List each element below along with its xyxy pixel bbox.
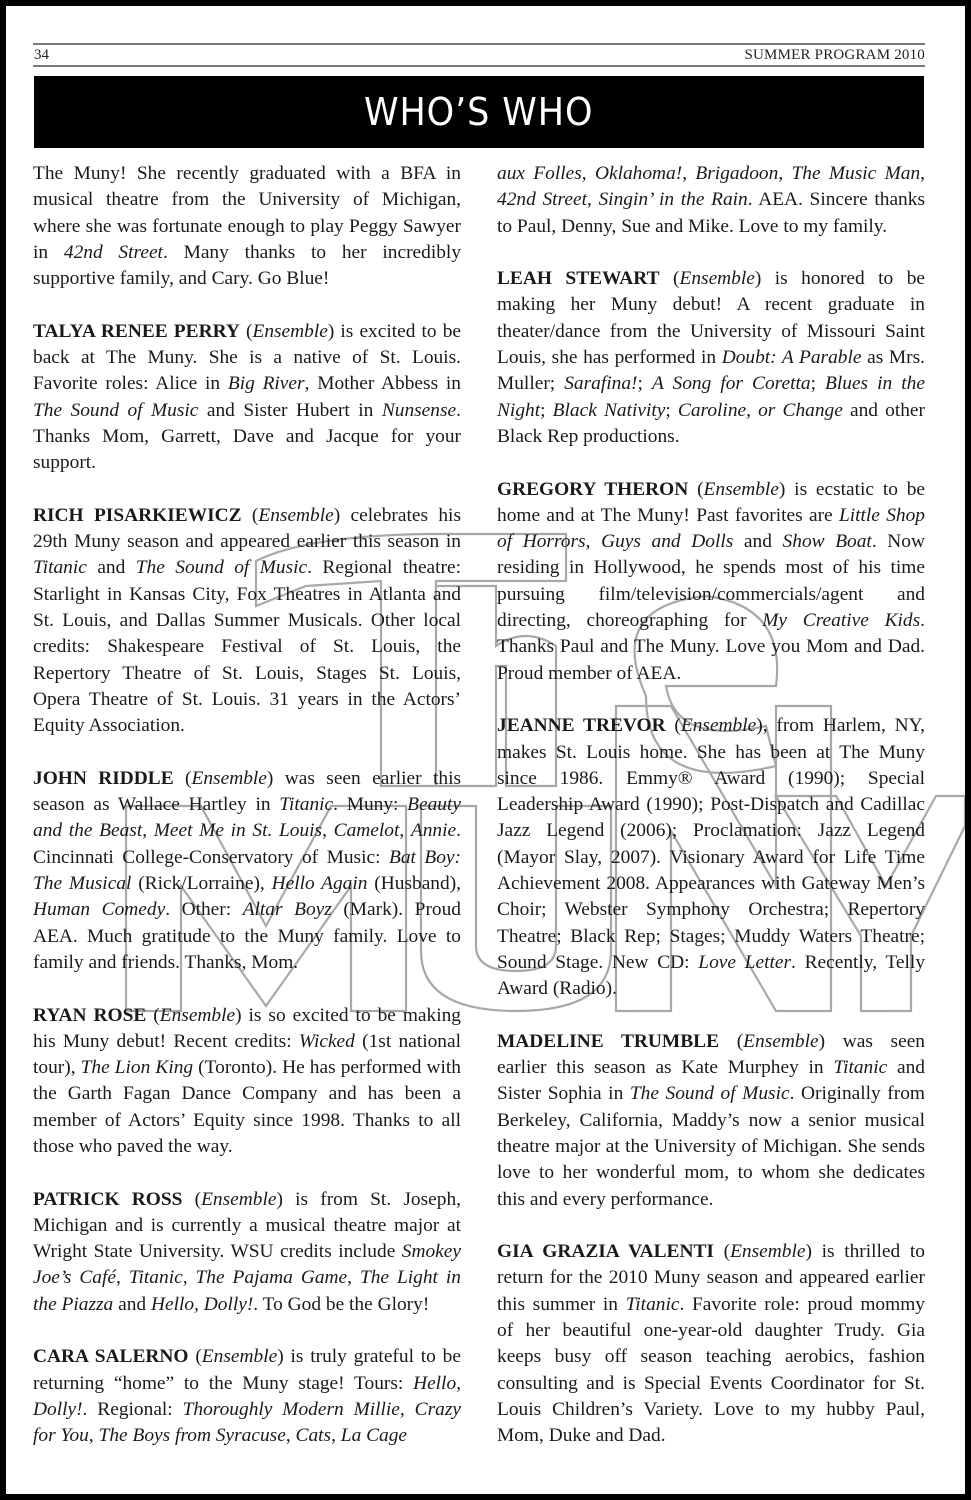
program-page (6, 6, 965, 1494)
bio-text: , (920, 163, 926, 184)
bio-text: celebrates his 29th Muny season and appeared earlier this season in (33, 504, 461, 553)
bio-text: . Regional: (82, 1398, 183, 1420)
italic-title: Crazy for You (33, 1398, 461, 1447)
bio-text: (Toronto). He has performed with the Garth Fagan Dance Company and has been a member of Actors’ Equity since 1998. Thanks to all those who paved the way. (33, 1057, 461, 1157)
left-column (33, 161, 461, 1476)
performer-name: LEAH STEWART (497, 268, 660, 290)
bio-columns (33, 161, 925, 1476)
bio-entry: RICH PISARKIEWICZ (Ensemble) celebrates his 29th Muny season and appeared earlier this season in Titanic and The Sound of Music. Regional theatre: Starlight in Kansas City, Fox Theatres in Atlanta and St. Louis, and Dallas Summer Musicals. Other local credits: Shakespeare Festival of St. Louis, the Repertory Theatre of St. Louis, Stages St. Louis, Opera Theatre of St. Louis. 31 years in the Actors’ Equity Association. (33, 504, 461, 737)
bio-text: . Originally from Berkeley, California, Maddy’s now a senior musical theatre major at the University of Michigan. She sends love to her wonderful mom, to whom she dedicates this and every performance. (497, 1083, 925, 1210)
performer-role: Ensemble (703, 478, 779, 500)
continued-bio (497, 161, 925, 240)
italic-title: Thoroughly Modern Millie (182, 1398, 400, 1420)
performer-name: MADELINE TRUMBLE (497, 1030, 720, 1052)
performer-name: GREGORY THERON (497, 478, 689, 500)
bio-text: , (347, 1267, 360, 1289)
italic-title: Human Comedy (33, 899, 166, 921)
bio-text: and (86, 557, 136, 579)
performer-role: Ensemble (201, 1346, 278, 1368)
italic-title: 42nd Street (497, 189, 587, 211)
italic-title: Titanic (625, 1293, 680, 1315)
italic-title: Beauty and the Beast (33, 794, 461, 842)
italic-title: Big River (227, 373, 305, 395)
bio-text: , (581, 163, 595, 184)
bio-entry: PATRICK ROSS (Ensemble) is from St. Joseph, Michigan and is currently a musical theatre major at Wright State University. WSU credits include Smokey Joe’s Café, Titanic, The Pajama Game, The Light in the Piazza and Hello, Dolly!. To God be the Glory! (33, 1188, 461, 1315)
bio-text: and Sister Hubert in (198, 399, 382, 421)
bio-text: , (778, 163, 792, 184)
performer-name: TALYA RENEE PERRY (33, 320, 240, 342)
italic-title: The Music Man (791, 163, 921, 184)
italic-title: Cats (295, 1425, 332, 1447)
header-bottom-rule (33, 65, 925, 67)
bio-text: was seen earlier this season as Wallace Hartley in (33, 767, 462, 816)
bio-text: , (142, 820, 154, 842)
bio-entry: GIA GRAZIA VALENTI (Ensemble) is thrilled to return for the 2010 Muny season and appeared earlier this summer in Titanic. Favorite role: proud mommy of her beautiful one-year-old daughter Trudy. Gia keeps busy off season teaching aerobics, fashion consulting and is Special Events Coordinator for St. Louis Children’s Variety. Love to my hubby Paul, Mom, Duke and Dad. (497, 1241, 925, 1447)
italic-title: The Light in the Piazza (33, 1267, 461, 1315)
bio-entry: TALYA RENEE PERRY (Ensemble) is excited to be back at The Muny. She is a native of St. Louis. Favorite roles: Alice in Big River, Mother Abbess in The Sound of Music and Sister Hubert in Nunsense. Thanks Mom, Garrett, Dave and Jacque for your support. (33, 320, 461, 474)
bio-text: , (682, 163, 696, 184)
bio-text: as Mrs. Muller; (497, 347, 925, 395)
italic-title: Brigadoon (695, 163, 779, 184)
italic-title: Nunsense (381, 399, 457, 421)
italic-title: Hello, Dolly! (33, 1372, 461, 1420)
performer-name: PATRICK ROSS (33, 1188, 183, 1210)
section-title: WHO’S WHO (364, 90, 594, 134)
running-title: SUMMER PROGRAM 2010 (744, 47, 925, 63)
italic-title: The Boys from Syracuse (98, 1425, 286, 1447)
bio-text: . To God be the Glory! (253, 1293, 430, 1315)
bio-text: , (585, 531, 602, 553)
bio-text: , (116, 1267, 129, 1289)
italic-title: Caroline, or Change (677, 399, 843, 421)
bio-text: . Many thanks to her incredibly supportive family, and Cary. Go Blue! (33, 241, 462, 290)
bio-text: , Mother Abbess in (304, 373, 461, 395)
italic-title: Black Nativity (552, 399, 666, 421)
italic-title: Love Letter (698, 951, 792, 973)
performer-name: RICH PISARKIEWICZ (33, 504, 242, 526)
bio-text: (Mark). Proud AEA. Much gratitude to the Muny family. Love to family and friends. Thanks, Mom. (33, 899, 461, 973)
italic-title: Little Shop of Horrors (497, 504, 925, 553)
bio-text: ; (637, 373, 652, 395)
bio-text: , (399, 1398, 415, 1420)
bio-text: . Muny: (333, 794, 408, 816)
performer-role: Ensemble (730, 1241, 806, 1263)
performer-role: Ensemble (743, 1030, 819, 1052)
bio-text: is truly grateful to be returning “home” to the Muny stage! Tours: (33, 1346, 461, 1394)
italic-title: Titanic (33, 557, 87, 579)
performer-name: GIA GRAZIA VALENTI (497, 1241, 714, 1263)
italic-title: Bat Boy: The Musical (33, 846, 461, 895)
italic-title: Annie (410, 820, 457, 842)
bio-text: is excited to be back at The Muny. She is a native of St. Louis. Favorite roles: Alice in (33, 320, 461, 395)
bio-text: . Thanks Mom, Garrett, Dave and Jacque for your support. (33, 399, 461, 474)
italic-title: Blues in the Night (497, 373, 925, 421)
bio-entry: JOHN RIDDLE (Ensemble) was seen earlier this season as Wallace Hartley in Titanic. Muny: Beauty and the Beast, Meet Me in St. Louis, Camelot, Annie. Cincinnati College-Conservatory of Music: Bat Boy: The Musical (Rick/Lorraine), Hello Again (Husband), Human Comedy. Other: Altar Boyz (Mark). Proud AEA. Much gratitude to the Muny family. Love to family and friends. Thanks, Mom. (33, 767, 462, 973)
bio-entry: LEAH STEWART (Ensemble) is honored to be making her Muny debut! A recent graduate in theater/dance from the University of Missouri Saint Louis, she has performed in Doubt: A Parable as Mrs. Muller; Sarafina!; A Song for Coretta; Blues in the Night; Black Nativity; Caroline, or Change and other Black Rep productions. (497, 268, 926, 447)
bio-text: (Rick/Lorraine), (131, 873, 272, 895)
bio-text: ; (540, 399, 553, 421)
italic-title: The Pajama Game (195, 1267, 348, 1289)
bio-text: and Sister Sophia in (497, 1057, 925, 1105)
bio-text: is so excited to be making his Muny debut! Recent credits: (33, 1004, 462, 1052)
bio-list (33, 319, 461, 1450)
italic-title: The Sound of Music (629, 1083, 790, 1105)
bio-text: , (399, 820, 411, 842)
bio-entry: GREGORY THERON (Ensemble) is ecstatic to be home and at The Muny! Past favorites are Little Shop of Horrors, Guys and Dolls and Show Boat. Now residing in Hollywood, he spends most of his time pursuing film/television/commercials/agent and directing, choreographing for My Creative Kids. Thanks Paul and The Muny. Love you Mom and Dad. Proud member of AEA. (497, 478, 926, 684)
italic-title: Hello Again (271, 873, 368, 895)
italic-title: The Sound of Music (135, 557, 308, 579)
bio-text: . Now residing in Hollywood, he spends most of his time pursuing film/television/commercials/agent and directing, choreographing for (497, 531, 926, 632)
bio-text: (1st national tour), (33, 1030, 461, 1079)
bio-text: , (88, 1425, 99, 1447)
bio-text: . Other: (165, 899, 243, 921)
bio-text: is honored to be making her Muny debut! A recent graduate in theater/dance from the University of Missouri Saint Louis, she has performed in (497, 268, 926, 369)
bio-text: is ecstatic to be home and at The Muny! Past favorites are (497, 478, 926, 526)
italic-title: A Song for Coretta (651, 373, 811, 395)
italic-title: My Creative Kids (762, 610, 921, 632)
bio-list (497, 266, 925, 1449)
italic-title: The Sound of Music (33, 399, 199, 421)
bio-text: . Thanks Paul and The Muny. Love you Mom and Dad. Proud member of AEA. (497, 610, 925, 684)
performer-role: Ensemble (252, 320, 328, 342)
continued-bio (33, 161, 461, 292)
italic-title: Wicked (298, 1030, 355, 1052)
performer-role: Ensemble (191, 767, 267, 789)
bio-text: . Regional theatre: Starlight in Kansas City, Fox Theatres in Atlanta and St. Louis, and Dallas Summer Musicals. Other local credits: Shakespeare Festival of St. Louis, the Repertory Theatre of St. Louis, Stages St. Louis, Opera Theatre of St. Louis. 31 years in the Actors’ Equity Association. (33, 557, 461, 737)
bio-text: . Recently, Telly Award (Radio). (497, 951, 926, 1000)
italic-title: Hello, Dolly! (150, 1293, 254, 1315)
italic-title: Meet Me in St. Louis (153, 820, 323, 842)
bio-entry: JEANNE TREVOR (Ensemble), from Harlem, NY, makes St. Louis home. She has been at The Muny since 1986. Emmy® Award (1990); Special Leadership Award (1990); Post-Dispatch and Cadillac Jazz Legend (2006); Proclamation: Jazz Legend (Mayor Slay, 2007). Visionary Award for Life Time Achievement 2008. Appearances with Gateway Men’s Choir; Webster Symphony Orchestra; Repertory Theatre; Black Rep; Stages; Muddy Waters Theatre; Sound Stage. New CD: Love Letter. Recently, Telly Award (Radio). (497, 715, 926, 1000)
bio-text: The Muny! She recently graduated with a BFA in musical theatre from the University of Michigan, where she was fortunate enough to play Peggy Sawyer in (33, 163, 461, 263)
bio-text: , (182, 1267, 196, 1289)
italic-title: Titanic (833, 1057, 888, 1079)
italic-title: The Lion King (80, 1057, 194, 1079)
bio-text: and (733, 531, 783, 553)
italic-title: Altar Boyz (242, 899, 332, 921)
performer-name: CARA SALERNO (33, 1346, 189, 1368)
bio-text: and other Black Rep productions. (497, 399, 925, 447)
bio-text: was seen earlier this season as Kate Murphey in (497, 1030, 925, 1079)
bio-text: , (586, 189, 599, 211)
bio-text: , (285, 1425, 296, 1447)
bio-entry: CARA SALERNO (Ensemble) is truly grateful to be returning “home” to the Muny stage! Tours: Hello, Dolly!. Regional: Thoroughly Modern Millie, Crazy for You, The Boys from Syracuse, Cats, La Cage (33, 1346, 461, 1447)
bio-text: ; (810, 373, 826, 395)
section-banner (34, 76, 924, 148)
performer-role: Ensemble (159, 1004, 236, 1026)
italic-title: aux Folles (497, 163, 582, 184)
right-column (497, 161, 925, 1476)
italic-title: La Cage (340, 1425, 408, 1447)
page-number: 34 (34, 47, 49, 63)
bio-entry: MADELINE TRUMBLE (Ensemble) was seen earlier this season as Kate Murphey in Titanic and Sister Sophia in The Sound of Music. Originally from Berkeley, California, Maddy’s now a senior musical theatre major at the University of Michigan. She sends love to her wonderful mom, to whom she dedicates this and every performance. (497, 1030, 925, 1210)
bio-text: ; (665, 399, 678, 421)
performer-role: Ensemble (680, 715, 757, 737)
italic-title: Camelot (333, 820, 400, 842)
bio-text: (Husband), (367, 873, 461, 895)
italic-title: Guys and Dolls (601, 531, 734, 553)
italic-title: Smokey Joe’s Café (33, 1241, 461, 1289)
bio-text: . Favorite role: proud mommy of her beautiful one-year-old daughter Trudy. Gia keeps busy off season teaching aerobics, fashion consulting and is Special Events Coordinator for St. Louis Children’s Variety. Love to my hubby Paul, Mom, Duke and Dad. (497, 1293, 925, 1447)
italic-title: Titanic (279, 794, 334, 816)
bio-text: and (113, 1293, 151, 1315)
performer-role: Ensemble (258, 504, 334, 526)
italic-title: Show Boat (782, 531, 872, 553)
bio-text: . AEA. Sincere thanks to Paul, Denny, Sue and Mike. Love to my family. (497, 189, 925, 237)
italic-title: Titanic (128, 1267, 183, 1289)
italic-title: Singin’ in the Rain (598, 189, 748, 211)
italic-title: Oklahoma! (594, 163, 683, 184)
bio-text: is from St. Joseph, Michigan and is currently a musical theatre major at Wright State University. WSU credits include (33, 1188, 461, 1263)
bio-text: , (331, 1425, 341, 1447)
performer-name: RYAN ROSE (33, 1004, 147, 1026)
italic-title: Doubt: A Parable (721, 347, 862, 369)
italic-title: Sarafina! (564, 373, 638, 395)
bio-text: is thrilled to return for the 2010 Muny season and appeared earlier this summer in (497, 1241, 925, 1315)
performer-role: Ensemble (201, 1188, 277, 1210)
performer-name: JEANNE TREVOR (497, 715, 666, 737)
bio-text: , (322, 820, 334, 842)
performer-role: Ensemble (679, 268, 755, 290)
bio-text: , from Harlem, NY, makes St. Louis home. She has been at The Muny since 1986. Emmy® Award (1990); Special Leadership Award (1990); Post-Dispatch and Cadillac Jazz Legend (2006); Proclamation: Jazz Legend (Mayor Slay, 2007). Visionary Award for Life Time Achievement 2008. Appearances with Gateway Men’s Choir; Webster Symphony Orchestra; Repertory Theatre; Black Rep; Stages; Muddy Waters Theatre; Sound Stage. New CD: (497, 715, 925, 973)
header-top-rule (33, 43, 925, 45)
italic-title: 42nd Street (63, 241, 163, 263)
performer-name: JOHN RIDDLE (33, 767, 174, 789)
bio-text: . Cincinnati College-Conservatory of Music: (33, 820, 461, 868)
bio-entry: RYAN ROSE (Ensemble) is so excited to be making his Muny debut! Recent credits: Wicked (1st national tour), The Lion King (Toronto). He has performed with the Garth Fagan Dance Company and has been a member of Actors’ Equity since 1998. Thanks to all those who paved the way. (33, 1004, 462, 1157)
